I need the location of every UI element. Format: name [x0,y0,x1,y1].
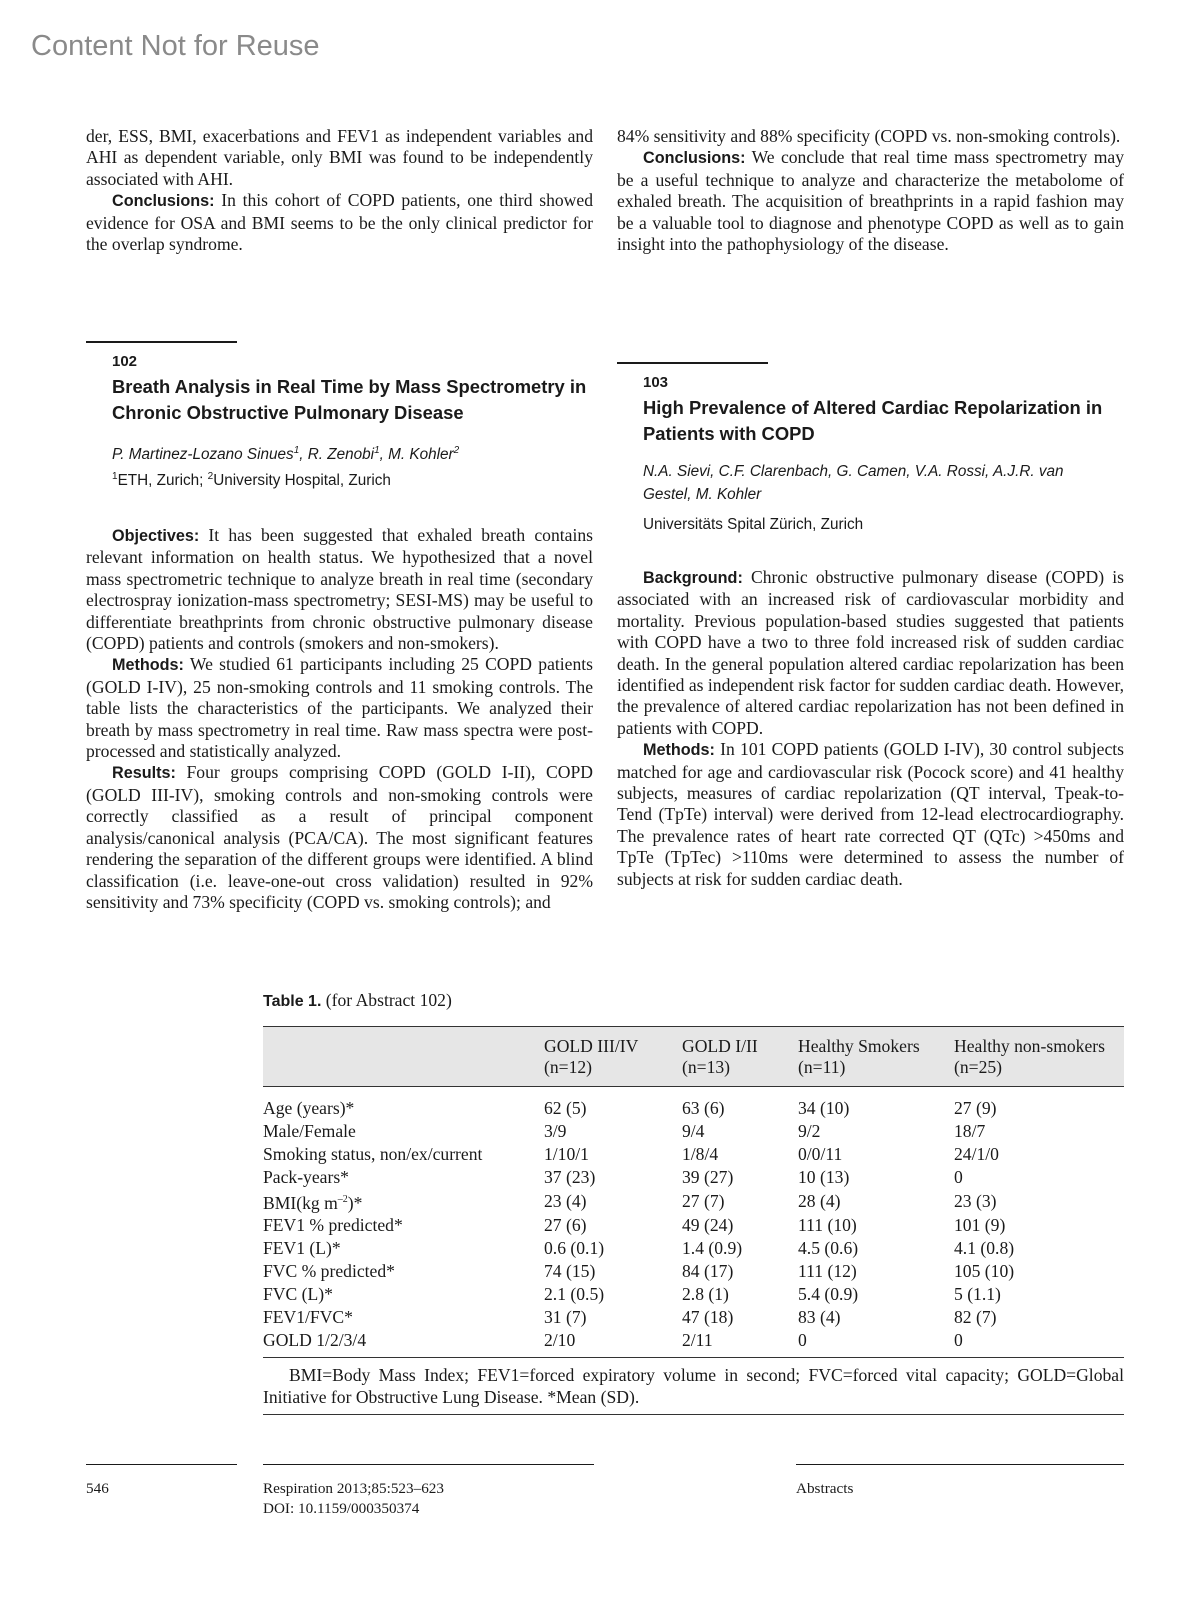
table-row [263,1306,1124,1329]
table-header-cell: GOLD III/IV (n=12) [544,1027,682,1087]
table-row [263,1283,1124,1306]
abstract-102-methods [86,654,593,762]
table-row [263,1087,1124,1120]
footer-rule-right [796,1464,1124,1465]
table-row [263,1237,1124,1260]
abstract-102-body [86,525,593,913]
results-text: Four groups comprising COPD (GOLD I-II), COPD (GOLD III-IV), smoking controls and non-smoking controls were correctly classified as a result of principal component analysis/canonical analysis (PCA/CA). The most significant features rendering the separation of the different groups were identified. A blind classification (i.e. leave-one-out cross validation) resulted in 92% sensitivity and 73% specificity (COPD vs. smoking controls); and [86,762,593,912]
abstract-102-objectives [86,525,593,654]
table-cell: 31 (7) [544,1307,587,1328]
table-cell: 82 (7) [954,1307,997,1328]
previous-abstract-conclusions [86,190,593,255]
table-cell: 39 (27) [682,1166,734,1187]
background-text: Chronic obstructive pulmonary disease (COPD) is associated with an increased risk of cardiovascular morbidity and mortality. Previous population-based studies suggested that patients with COPD have a two to three fold increased risk of sudden cardiac death. In the general population altered cardiac repolarization has been identified as independent risk factor for sudden cardiac death. However, the prevalence of altered cardiac repolarization has not been defined in patients with COPD. [617,567,1124,738]
table-cell: 34 (10) [798,1098,850,1118]
table-caption-label: Table 1. [263,993,322,1010]
abstract-102-title: Breath Analysis in Real Time by Mass Spectrometry in Chronic Obstructive Pulmonary Disease [112,376,587,423]
row-label: GOLD 1/2/3/4 [263,1329,367,1350]
table-cell: 10 (13) [798,1166,850,1187]
table-cell: 0 [798,1329,807,1350]
table-cell: 23 (3) [954,1191,997,1212]
participants-table [263,1026,1124,1356]
table-cell: 24/1/0 [954,1143,999,1164]
results-label: Results: [112,764,176,783]
methods-text: In 101 COPD patients (GOLD I-IV), 30 control subjects matched for age and cardiovascular risk (Pocock score) and 41 healthy subjects, measures of cardiac repolarization (QT interval, Tpeak-to-Tend (TpTe) interval) were derived from 12-lead electrocardiography. The prevalence rates of heart rate corrected QT (QTc) >450ms and TpTe (TpTec) >110ms were determined to assess the number of subjects at risk for sudden cardiac death. [617,739,1124,889]
objectives-label: Objectives: [112,527,200,545]
table-row [263,1143,1124,1166]
table-cell: 1/10/1 [544,1143,589,1164]
table-cell: 23 (4) [544,1191,587,1212]
abstract-103-title: High Prevalence of Altered Cardiac Repolarization in Patients with COPD [643,397,1103,444]
table-cell: 83 (4) [798,1307,841,1328]
abstract-103-body [617,567,1124,890]
table-cell: 3/9 [544,1120,567,1141]
table-caption [263,990,452,1011]
watermark: Content Not for Reuse [31,30,320,62]
table-row [263,1166,1124,1189]
table-cell: 28 (4) [798,1191,841,1212]
page-number: 546 [86,1480,109,1497]
row-label: Pack-years* [263,1166,349,1187]
table-cell: 111 (10) [798,1215,857,1236]
row-label: FEV1 (L)* [263,1238,341,1259]
table-cell: 4.1 (0.8) [954,1238,1015,1259]
table-cell: 2/10 [544,1329,576,1350]
table-cell: 4.5 (0.6) [798,1238,859,1259]
table-cell: 2.1 (0.5) [544,1284,605,1305]
table-cell: 27 (6) [544,1215,587,1236]
table-cell: 1/8/4 [682,1143,719,1164]
table-row [263,1189,1124,1215]
table-cell: 27 (7) [682,1191,725,1212]
table-cell: 111 (12) [798,1261,857,1282]
conclusions-label: Conclusions: [643,149,746,168]
journal-citation [263,1479,444,1519]
methods-text: We studied 61 participants including 25 COPD patients (GOLD I-IV), 25 non-smoking controls and 11 smoking controls. The table lists the characteristics of the participants. We analyzed their breath by mass spectrometry in real time. Raw mass spectra were post-processed and statistically analyzed. [86,654,593,762]
table-row [263,1260,1124,1283]
methods-label: Methods: [112,656,184,675]
row-label: Male/Female [263,1120,356,1141]
footer-rule-left [86,1464,237,1465]
table-cell: 49 (24) [682,1215,734,1236]
table-cell: 0 [954,1329,963,1350]
table-cell: 5 (1.1) [954,1284,1001,1305]
abstract-102-rule [86,341,237,343]
abstract-103-authors: N.A. Sievi, C.F. Clarenbach, G. Camen, V.A. Rossi, A.J.R. van Gestel, M. Kohler [643,463,1064,503]
table-header-cell: Healthy Smokers (n=11) [798,1027,954,1087]
abstract-102-conclusions [617,147,1124,255]
table-footnote: BMI=Body Mass Index; FEV1=forced expiratory volume in second; FVC=forced vital capacity; GOLD=Global Initiative for Obstructive Lung Disease. *Mean (SD). [263,1357,1124,1415]
abstract-103-methods [617,739,1124,890]
row-label: Age (years)* [263,1098,355,1118]
table-header-cell: Healthy non-smokers (n=25) [954,1027,1124,1087]
abstract-102-affiliations: $^1$ETH, Zurich; $^2$University Hospital, Zurich [112,471,391,490]
background-label: Background: [643,569,743,587]
row-label: FVC % predicted* [263,1261,395,1282]
journal-name: Respiration 2013;85:523–623 [263,1480,444,1497]
table-cell: 37 (23) [544,1166,596,1187]
abstract-103-number: 103 [643,374,669,391]
previous-abstract-results-text: der, ESS, BMI, exacerbations and FEV1 as independent variables and AHI as dependent variable, only BMI was found to be independently associated with AHI. [86,126,593,189]
table-cell: 9/2 [798,1120,821,1141]
table-cell: 1.4 (0.9) [682,1238,743,1259]
row-label: FEV1 % predicted* [263,1215,403,1236]
abstract-103-rule [617,362,768,364]
abstract-102-number: 102 [112,353,138,370]
table-cell: 105 (10) [954,1261,1015,1282]
doi: DOI: 10.1159/000350374 [263,1500,420,1517]
abstract-102-continuation [617,126,1124,255]
table-cell: 74 (15) [544,1261,596,1282]
table-cell: 0.6 (0.1) [544,1238,605,1259]
table-cell: 0/0/11 [798,1143,843,1164]
table-header-row [263,1027,1124,1087]
row-label: BMI(kg $m^{-2})*$ [263,1192,363,1213]
abstract-102-results-continued: 84% sensitivity and 88% specificity (COPD vs. non-smoking controls). [617,126,1121,146]
table-header-cell: GOLD I/II (n=13) [682,1027,798,1087]
methods-label: Methods: [643,741,715,760]
table-cell: 2/11 [682,1329,713,1350]
row-label: FEV1/FVC* [263,1307,353,1328]
table-caption-text: (for Abstract 102) [321,990,452,1010]
table-cell: 0 [954,1166,963,1187]
table-cell: 47 (18) [682,1307,734,1328]
previous-abstract-ending [86,126,593,255]
conclusions-text: In this cohort of COPD patients, one third showed evidence for OSA and BMI seems to be the only clinical predictor for the overlap syndrome. [86,190,593,255]
objectives-text: It has been suggested that exhaled breath contains relevant information on health status. We hypothesized that a novel mass spectrometric technique to analyze breath in real time (secondary electrospray ionization-mass spectrometry; SESI-MS) may be useful to differentiate breathprints from chronic obstructive pulmonary disease (COPD) patients and controls (smokers and non-smokers). [86,525,593,654]
section-name: Abstracts [796,1480,854,1497]
table-row [263,1120,1124,1143]
table-cell: 62 (5) [544,1098,587,1118]
table-cell: 27 (9) [954,1098,997,1118]
table-cell: 5.4 (0.9) [798,1284,859,1305]
abstract-103-affiliation: Universitäts Spital Zürich, Zurich [643,516,864,533]
table-cell: 2.8 (1) [682,1284,729,1305]
footer-rule-middle [263,1464,594,1465]
table-cell: 18/7 [954,1120,986,1141]
conclusions-label: Conclusions: [112,192,215,211]
table-cell: 9/4 [682,1120,705,1141]
table-row [263,1214,1124,1237]
row-label: FVC (L)* [263,1284,333,1305]
conclusions-text: We conclude that real time mass spectrometry may be a useful technique to analyze and characterize the metabolome of exhaled breath. The acquisition of breathprints in a rapid fashion may be a valuable tool to diagnose and phenotype COPD as well as to gain insight into the pathophysiology of the disease. [617,147,1124,255]
table-cell: 63 (6) [682,1098,725,1118]
table-cell: 101 (9) [954,1215,1006,1236]
table-header-blank [263,1027,544,1087]
table-cell: 84 (17) [682,1261,734,1282]
table-row [263,1329,1124,1356]
abstract-103-background [617,567,1124,739]
abstract-102-authors: P. Martinez-Lozano Sinues$^1$, R. Zenobi$^1$, M. Kohler$^2$ [112,445,460,464]
row-label: Smoking status, non/ex/current [263,1143,483,1164]
abstract-102-results [86,762,593,913]
